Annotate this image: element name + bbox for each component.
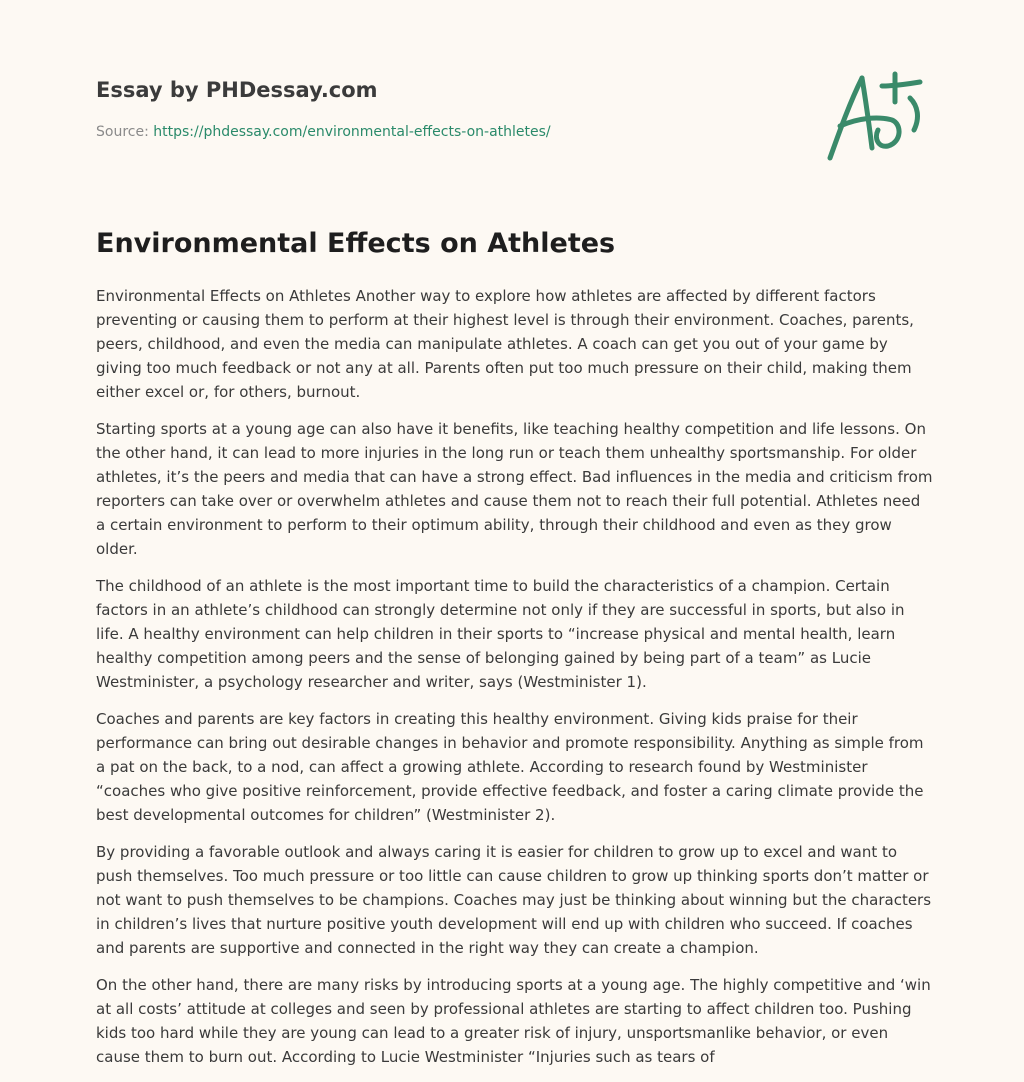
essay-body [96, 284, 934, 1082]
document-header [96, 76, 928, 142]
a-plus-logo-icon [822, 68, 932, 166]
essay-paragraph: By providing a favorable outlook and always caring it is easier for children to grow up to excel and want to push themselves. Too much pressure or too little can cause children to grow up thinking sports don’t matter or not want to push themselves to be champions. Coaches may just be thinking about winning but the characters in children’s lives that nurture positive youth development will end up with children who succeed. If coaches and parents are supportive and connected in the right way they can create a champion. [96, 843, 932, 957]
essay-paragraph: Environmental Effects on Athletes Another way to explore how athletes are affected by different factors preventing or causing them to perform at their highest level is through their environment. Coaches, parents, peers, childhood, and even the media can manipulate athletes. A coach can get you out of your game by giving too much feedback or not any at all. Parents often put too much pressure on their child, making them either excel or, for others, burnout. [96, 287, 914, 401]
essay-paragraph: The childhood of an athlete is the most important time to build the characteristics of a champion. Certain factors in an athlete’s childhood can strongly determine not only if they are successful in sports, but also in life. A healthy environment can help children in their sports to “increase physical and mental health, learn healthy competition among peers and the sense of belonging gained by being part of a team” as Lucie Westminister, a psychology researcher and writer, says (Westminister 1). [96, 577, 905, 691]
source-link[interactable]: https://phdessay.com/environmental-effects-on-athletes/ [153, 124, 551, 140]
essay-paragraph: On the other hand, there are many risks by introducing sports at a young age. The highly competitive and ‘win at all costs’ attitude at colleges and seen by professional athletes are starting to affect children too. Pushing kids too hard while they are young can lead to a greater risk of injury, unsportsmanlike behavior, or even cause them to burn out. According to Lucie Westminister “Injuries such as tears of [96, 976, 931, 1066]
source-label: Source: [96, 124, 149, 140]
essay-title: Environmental Effects on Athletes [96, 228, 616, 259]
essay-paragraph: Starting sports at a young age can also have it benefits, like teaching healthy competition and life lessons. On the other hand, it can lead to more injuries in the long run or teach them unhealthy sportsmanship. For older athletes, it’s the peers and media that can have a strong effect. Bad influences in the media and criticism from reporters can take over or overwhelm athletes and cause them not to reach their full potential. Athletes need a certain environment to perform to their optimum ability, through their childhood and even as they grow older. [96, 420, 933, 558]
brand-title: Essay by PHDessay.com [96, 78, 378, 102]
essay-paragraph: Coaches and parents are key factors in creating this healthy environment. Giving kids praise for their performance can bring out desirable changes in behavior and promote responsibility. Anything as simple from a pat on the back, to a nod, can affect a growing athlete. According to research found by Westminister “coaches who give positive reinforcement, provide effective feedback, and foster a caring climate provide the best developmental outcomes for children” (Westminister 2). [96, 710, 924, 824]
source-line [96, 122, 928, 142]
